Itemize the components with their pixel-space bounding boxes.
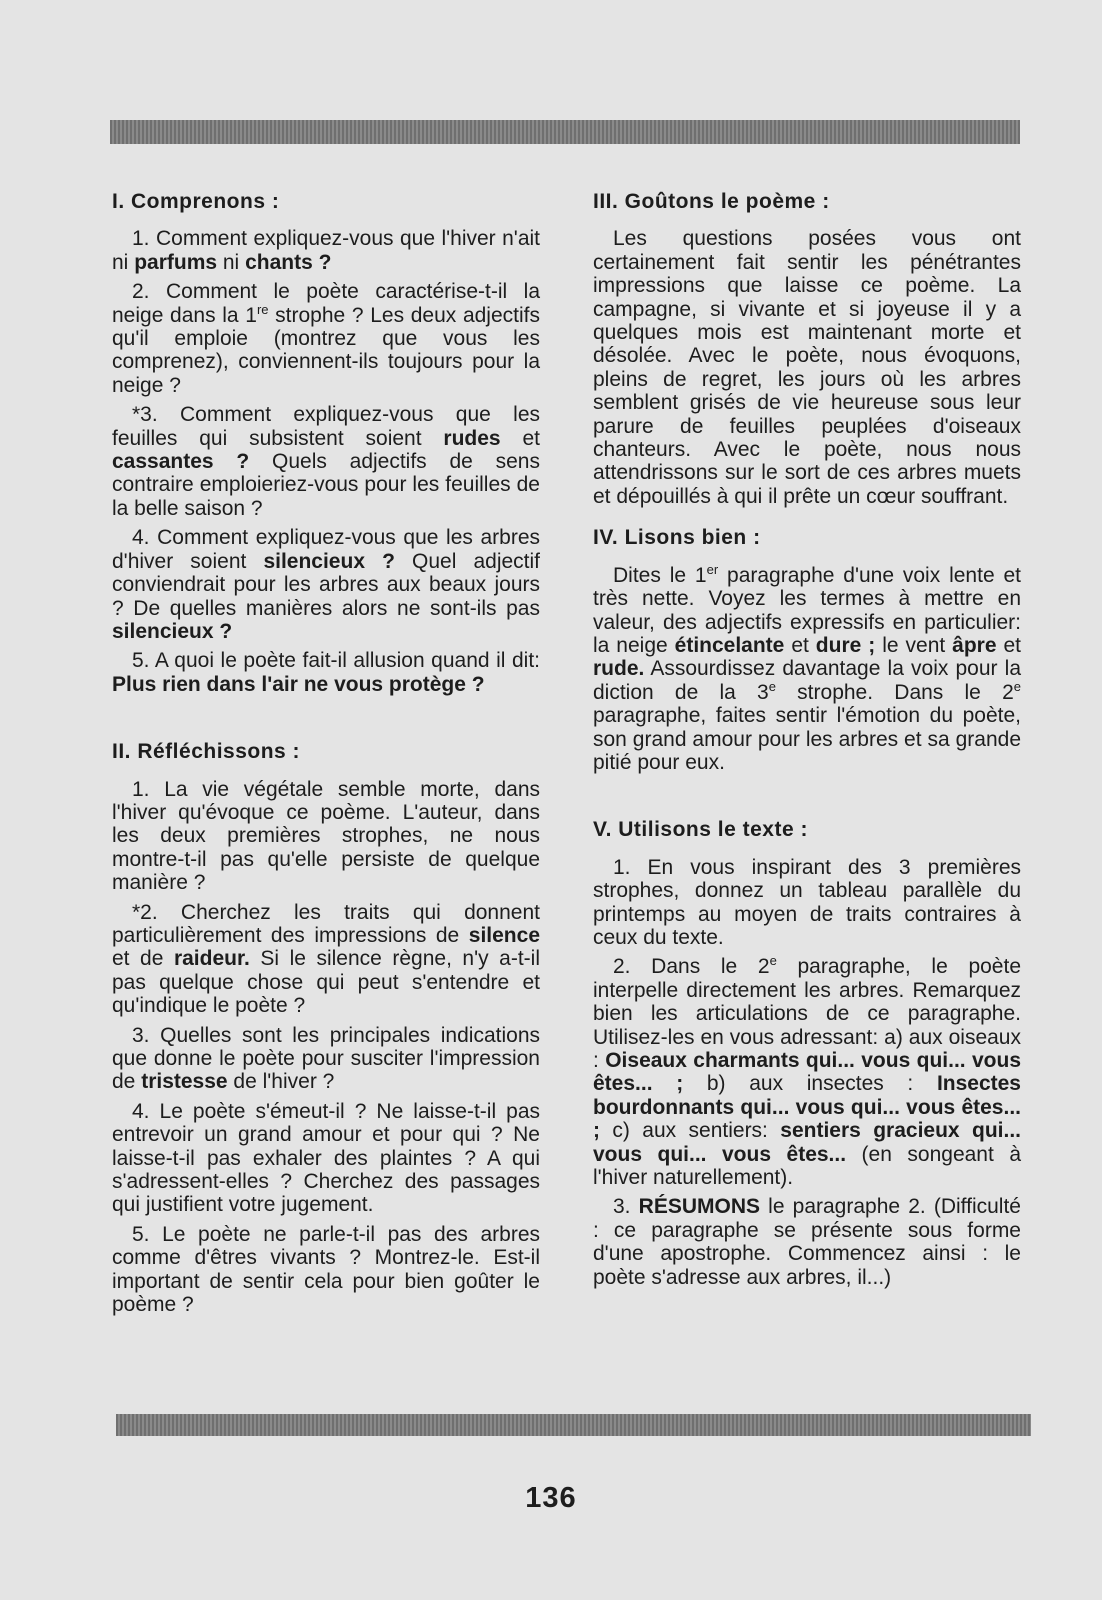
right-column — [593, 190, 1021, 1295]
question-2-2: *2. Cherchez les traits qui donnent particulièrement des impressions de silence et de raideur. Si le silence règne, n'y a-t-il pas quelque chose qui peut s'entendre et qu'indique le poète ? — [112, 900, 540, 1018]
section-title-utilisons: V. Utilisons le texte : — [593, 818, 808, 842]
bottom-decorative-bar — [116, 1414, 1031, 1436]
paragraph-4-1: Dites le 1er paragraphe d'une voix lente et très nette. Voyez les termes à mettre en valeur, des adjectifs expressifs en particulier: la neige étincelante et dure ; le vent âpre et rude. Assourdissez davantage la voix pour la diction de la 3e strophe. Dans le 2e paragraphe, faites sentir l'émotion du poète, son grand amour pour les arbres et sa grande pitié pour eux. — [593, 561, 1021, 774]
question-2-1: 1. La vie végétale semble morte, dans l'hiver qu'évoque ce poème. L'auteur, dans les deux premières strophes, ne nous montre-t-il pas qu'elle persiste de quelque manière ? — [112, 777, 540, 895]
section-title-lisons: IV. Lisons bien : — [593, 526, 761, 550]
question-5-1: 1. En vous inspirant des 3 premières strophes, donnez un tableau parallèle du printemps au moyen de traits contraires à ceux du texte. — [593, 855, 1021, 949]
section-title-comprenons: I. Comprenons : — [112, 190, 280, 213]
question-1-2: 2. Comment le poète caractérise-t-il la neige dans la 1re strophe ? Les deux adjectifs qu'il emploie (montrez que vous les comprenez), conviennent-ils toujours pour la neige ? — [112, 280, 540, 397]
question-2-3: 3. Quelles sont les principales indications que donne le poète pour susciter l'impression de tristesse de l'hiver ? — [112, 1023, 540, 1094]
question-1-3: *3. Comment expliquez-vous que les feuilles qui subsistent soient rudes et cassantes ? Quels adjectifs de sens contraire emploieriez-vous pour les feuilles de la belle saison ? — [112, 403, 540, 520]
section-title-reflechissons: II. Réfléchissons : — [112, 740, 301, 764]
question-2-5: 5. Le poète ne parle-t-il pas des arbres comme d'êtres vivants ? Montrez-le. Est-il important de sentir cela pour bien goûter le poème ? — [112, 1222, 540, 1317]
question-1-5: 5. A quoi le poète fait-il allusion quand il dit: Plus rien dans l'air ne vous protège ? — [112, 649, 540, 696]
section-title-goutons: III. Goûtons le poème : — [593, 190, 830, 213]
left-column — [112, 190, 540, 1322]
paragraph-3-1: Les questions posées vous ont certainement fait sentir les pénétrantes impressions que laisse ce poème. La campagne, si vivante et si joyeuse il y a quelques mois est maintenant morte et désolée. Avec le poète, nous évoquons, pleins de regret, les jours où les arbres semblent grisés de vie heureuse sous leur parure de feuilles peuplées d'oiseaux chanteurs. Avec le poète, nous nous attendrissons sur le sort de ces arbres muets et dépouillés à qui il prête un cœur souffrant. — [593, 227, 1021, 508]
question-5-2: 2. Dans le 2e paragraphe, le poète interpelle directement les arbres. Remarquez bien les articulations de ce paragraphe. Utilisez-les en vous adressant: a) aux oiseaux : Oiseaux charmants qui... vous qui... vous êtes... ; b) aux insectes : Insectes bourdonnants qui... vous qui... vous êtes... ; c) aux sentiers: sentiers gracieux qui... vous qui... vous êtes... (en songeant à l'hiver naturellement). — [593, 953, 1022, 1190]
question-2-4: 4. Le poète s'émeut-il ? Ne laisse-t-il pas entrevoir un grand amour et pour qui ? Ne laisse-t-il pas exhaler des plaintes ? A qui s'adressent-elles ? Cherchez des passages qui justifient votre jugement. — [112, 1099, 540, 1217]
question-1-1: 1. Comment expliquez-vous que l'hiver n'ait ni parfums ni chants ? — [112, 227, 540, 274]
top-decorative-bar — [110, 120, 1020, 144]
question-5-3: 3. RÉSUMONS le paragraphe 2. (Difficulté : ce paragraphe se présente sous forme d'une apostrophe. Commencez ainsi : le poète s'adresse aux arbres, il...) — [593, 1195, 1021, 1289]
page-number: 136 — [525, 1482, 577, 1514]
question-1-4: 4. Comment expliquez-vous que les arbres d'hiver soient silencieux ? Quel adjectif conviendrait pour les arbres aux beaux jours ? De quelles manières alors ne sont-ils pas silencieux ? — [112, 526, 540, 643]
